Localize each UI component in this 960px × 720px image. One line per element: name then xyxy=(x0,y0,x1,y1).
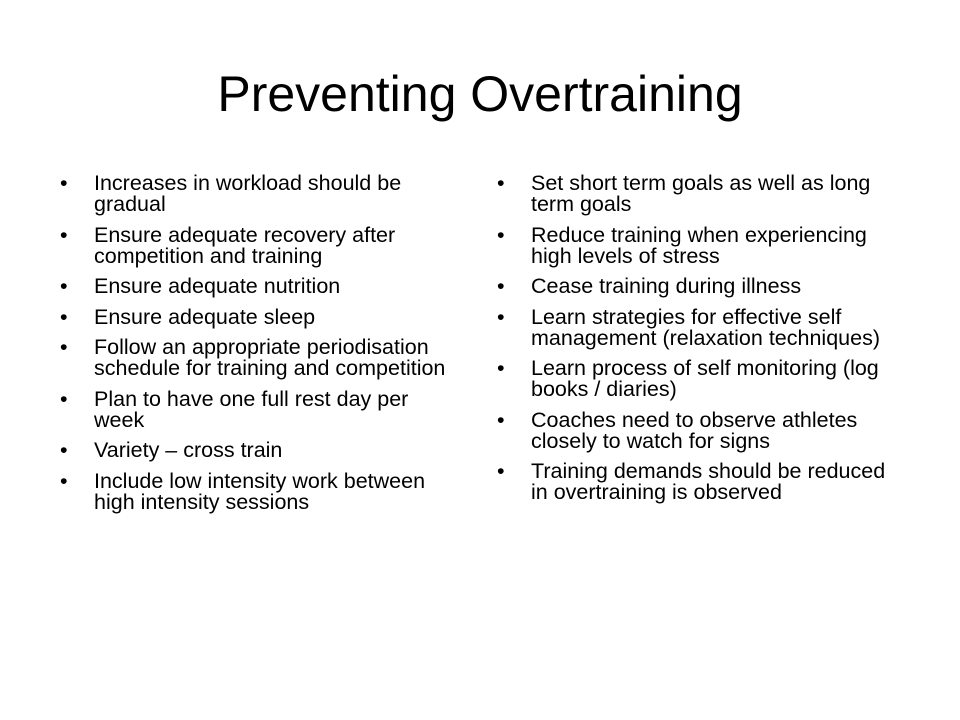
bullet-item xyxy=(497,222,887,268)
bullet-item xyxy=(60,173,446,215)
bullet-item xyxy=(497,358,887,400)
bullet-text: Training demands should be reduced in overtraining is observed xyxy=(531,459,886,504)
bullet-item xyxy=(497,304,887,350)
bullet-icon: • xyxy=(497,304,505,329)
bullet-icon: • xyxy=(60,386,68,411)
bullet-icon: • xyxy=(60,274,68,298)
bullet-item xyxy=(497,276,887,297)
bullet-icon: • xyxy=(497,222,505,247)
left-bullet-list xyxy=(60,173,446,522)
bullet-text: Reduce training when experiencing high levels of stress xyxy=(531,222,867,268)
bullet-text: Variety – cross train xyxy=(94,438,283,462)
slide-title: Preventing Overtraining xyxy=(217,66,743,122)
bullet-text: Learn process of self monitoring (log books / diaries) xyxy=(531,356,879,401)
bullet-text: Coaches need to observe athletes closely to watch for signs xyxy=(531,407,858,453)
bullet-text: Include low intensity work between high intensity sessions xyxy=(94,468,426,514)
bullet-text: Increases in workload should be gradual xyxy=(94,171,402,216)
bullet-text: Follow an appropriate periodisation schedule for training and competition xyxy=(94,335,446,380)
bullet-item xyxy=(497,173,887,215)
bullet-icon: • xyxy=(60,335,68,359)
bullet-item xyxy=(60,276,446,297)
bullet-icon: • xyxy=(497,356,505,380)
bullet-icon: • xyxy=(497,407,505,432)
bullet-text: Set short term goals as well as long term goals xyxy=(531,171,871,216)
bullet-item xyxy=(60,468,446,514)
bullet-text: Ensure adequate sleep xyxy=(94,304,316,329)
bullet-icon: • xyxy=(497,459,505,483)
bullet-item xyxy=(60,386,446,432)
bullet-text: Plan to have one full rest day per week xyxy=(94,386,409,432)
bullet-text: Ensure adequate recovery after competition and training xyxy=(94,222,396,268)
bullet-item xyxy=(60,222,446,268)
bullet-text: Learn strategies for effective self management (relaxation techniques) xyxy=(531,304,880,350)
right-bullet-list xyxy=(497,173,887,513)
bullet-item xyxy=(497,461,887,503)
bullet-icon: • xyxy=(60,171,68,195)
bullet-item xyxy=(60,337,446,379)
bullet-item xyxy=(60,304,446,329)
bullet-icon: • xyxy=(60,438,68,462)
bullet-text: Ensure adequate nutrition xyxy=(94,274,341,298)
bullet-icon: • xyxy=(497,274,505,298)
bullet-icon: • xyxy=(60,468,68,493)
bullet-icon: • xyxy=(497,171,505,195)
bullet-item xyxy=(60,440,446,461)
bullet-text: Cease training during illness xyxy=(531,274,802,298)
bullet-icon: • xyxy=(60,222,68,247)
bullet-item xyxy=(497,407,887,453)
bullet-icon: • xyxy=(60,304,68,329)
